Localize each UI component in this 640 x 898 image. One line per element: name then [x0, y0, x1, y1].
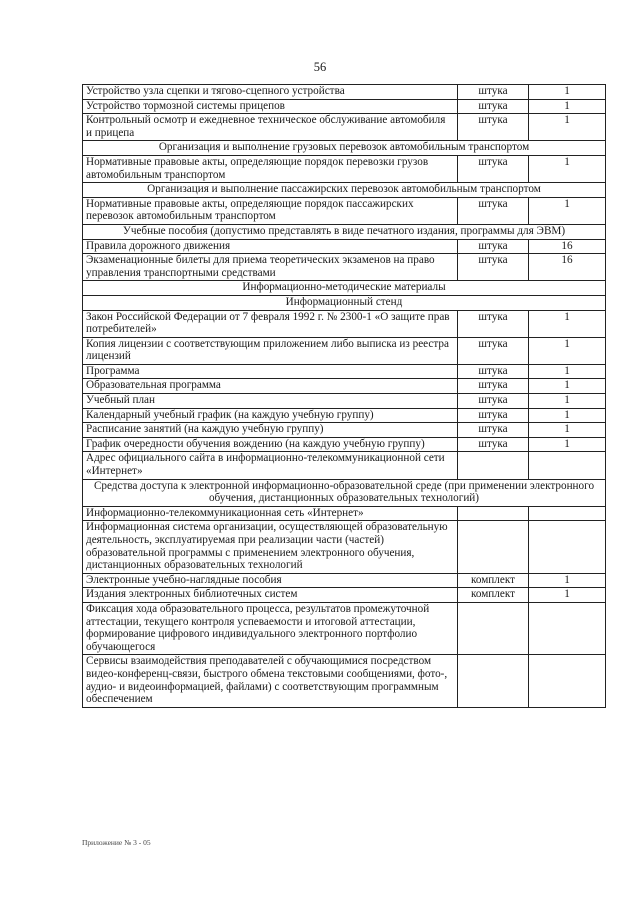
table-row [83, 408, 606, 423]
table-row [83, 310, 606, 337]
item-unit: штука [458, 437, 529, 452]
item-unit: штука [458, 197, 529, 224]
table-row [83, 506, 606, 521]
equipment-table-body [83, 85, 606, 708]
table-row [83, 379, 606, 394]
item-name: Нормативные правовые акты, определяющие порядок пассажирских перевозок автомобильным транспортом [83, 197, 458, 224]
item-unit: штука [458, 99, 529, 114]
item-quantity: 1 [529, 114, 606, 141]
table-row [83, 423, 606, 438]
item-quantity: 1 [529, 155, 606, 182]
item-unit: штука [458, 394, 529, 409]
item-quantity [529, 602, 606, 654]
item-quantity: 1 [529, 588, 606, 603]
page-number: 56 [313, 60, 327, 74]
item-quantity [529, 452, 606, 479]
section-row [83, 224, 606, 239]
section-title: Средства доступа к электронной информационно-образовательной среде (при применении электронного обучения, дистанционных образовательных технологий) [83, 479, 606, 506]
table-row [83, 602, 606, 654]
item-quantity: 1 [529, 423, 606, 438]
item-name: Образовательная программа [83, 379, 458, 394]
section-row [83, 479, 606, 506]
item-quantity: 1 [529, 337, 606, 364]
table-row [83, 85, 606, 100]
section-row [83, 295, 606, 310]
item-name: Электронные учебно-наглядные пособия [83, 573, 458, 588]
section-title: Организация и выполнение грузовых перевозок автомобильным транспортом [83, 141, 606, 156]
item-name: Информационная система организации, осуществляющей образовательную деятельность, эксплуатируемая при реализации части (частей) образовательной программы с применением электронного обучения, дистанционных образовательных технологий [83, 521, 458, 573]
table-row [83, 99, 606, 114]
item-unit: штука [458, 408, 529, 423]
item-name: Устройство узла сцепки и тягово-сцепного устройства [83, 85, 458, 100]
table-row [83, 655, 606, 707]
item-quantity: 1 [529, 437, 606, 452]
item-unit: штука [458, 423, 529, 438]
table-row [83, 337, 606, 364]
item-unit: штука [458, 254, 529, 281]
equipment-table [82, 84, 606, 708]
item-unit: штука [458, 364, 529, 379]
section-row [83, 141, 606, 156]
table-row [83, 239, 606, 254]
table-row [83, 437, 606, 452]
item-name: Экзаменационные билеты для приема теоретических экзаменов на право управления транспортными средствами [83, 254, 458, 281]
item-quantity: 16 [529, 254, 606, 281]
item-name: Учебный план [83, 394, 458, 409]
table-row [83, 588, 606, 603]
item-unit: штука [458, 337, 529, 364]
item-unit: комплект [458, 588, 529, 603]
table-row [83, 452, 606, 479]
item-quantity [529, 506, 606, 521]
item-quantity: 1 [529, 85, 606, 100]
item-quantity: 1 [529, 197, 606, 224]
table-row [83, 364, 606, 379]
section-title: Информационно-методические материалы [83, 281, 606, 296]
section-title: Учебные пособия (допустимо представлять в виде печатного издания, программы для ЭВМ) [83, 224, 606, 239]
item-unit: штука [458, 155, 529, 182]
item-name: Закон Российской Федерации от 7 февраля 1992 г. № 2300-1 «О защите прав потребителей» [83, 310, 458, 337]
item-unit [458, 602, 529, 654]
item-name: Программа [83, 364, 458, 379]
item-name: Издания электронных библиотечных систем [83, 588, 458, 603]
section-title: Информационный стенд [83, 295, 606, 310]
item-quantity: 1 [529, 364, 606, 379]
table-row [83, 573, 606, 588]
item-name: Копия лицензии с соответствующим приложением либо выписка из реестра лицензий [83, 337, 458, 364]
section-row [83, 281, 606, 296]
table-row [83, 254, 606, 281]
item-quantity: 16 [529, 239, 606, 254]
item-unit [458, 521, 529, 573]
item-name: Календарный учебный график (на каждую учебную группу) [83, 408, 458, 423]
item-unit: комплект [458, 573, 529, 588]
section-row [83, 183, 606, 198]
table-row [83, 155, 606, 182]
item-name: Информационно-телекоммуникационная сеть «Интернет» [83, 506, 458, 521]
item-unit: штука [458, 85, 529, 100]
item-unit: штука [458, 239, 529, 254]
item-quantity: 1 [529, 408, 606, 423]
footer-note: Приложение № 3 - 05 [82, 838, 151, 847]
table-row [83, 114, 606, 141]
table-row [83, 197, 606, 224]
item-name: Адрес официального сайта в информационно-телекоммуникационной сети «Интернет» [83, 452, 458, 479]
item-quantity: 1 [529, 379, 606, 394]
table-row [83, 394, 606, 409]
item-unit: штука [458, 379, 529, 394]
item-name: Расписание занятий (на каждую учебную группу) [83, 423, 458, 438]
item-quantity: 1 [529, 310, 606, 337]
item-name: График очередности обучения вождению (на каждую учебную группу) [83, 437, 458, 452]
item-quantity: 1 [529, 394, 606, 409]
item-quantity [529, 655, 606, 707]
item-unit [458, 452, 529, 479]
item-name: Фиксация хода образовательного процесса, результатов промежуточной аттестации, текущего контроля успеваемости и итоговой аттестации, формирование цифрового индивидуального электронного портфолио обучающегося [83, 602, 458, 654]
item-name: Устройство тормозной системы прицепов [83, 99, 458, 114]
section-title: Организация и выполнение пассажирских перевозок автомобильным транспортом [83, 183, 606, 198]
item-unit [458, 655, 529, 707]
item-unit: штука [458, 114, 529, 141]
item-unit [458, 506, 529, 521]
item-name: Правила дорожного движения [83, 239, 458, 254]
item-unit: штука [458, 310, 529, 337]
item-quantity: 1 [529, 99, 606, 114]
item-name: Контрольный осмотр и ежедневное техническое обслуживание автомобиля и прицепа [83, 114, 458, 141]
table-row [83, 521, 606, 573]
item-quantity: 1 [529, 573, 606, 588]
item-quantity [529, 521, 606, 573]
item-name: Нормативные правовые акты, определяющие порядок перевозки грузов автомобильным транспортом [83, 155, 458, 182]
item-name: Сервисы взаимодействия преподавателей с обучающимися посредством видео-конференц-связи, быстрого обмена текстовыми сообщениями, фото-, аудио- и видеоинформацией, файлами) с соответствующим программным обеспечением [83, 655, 458, 707]
